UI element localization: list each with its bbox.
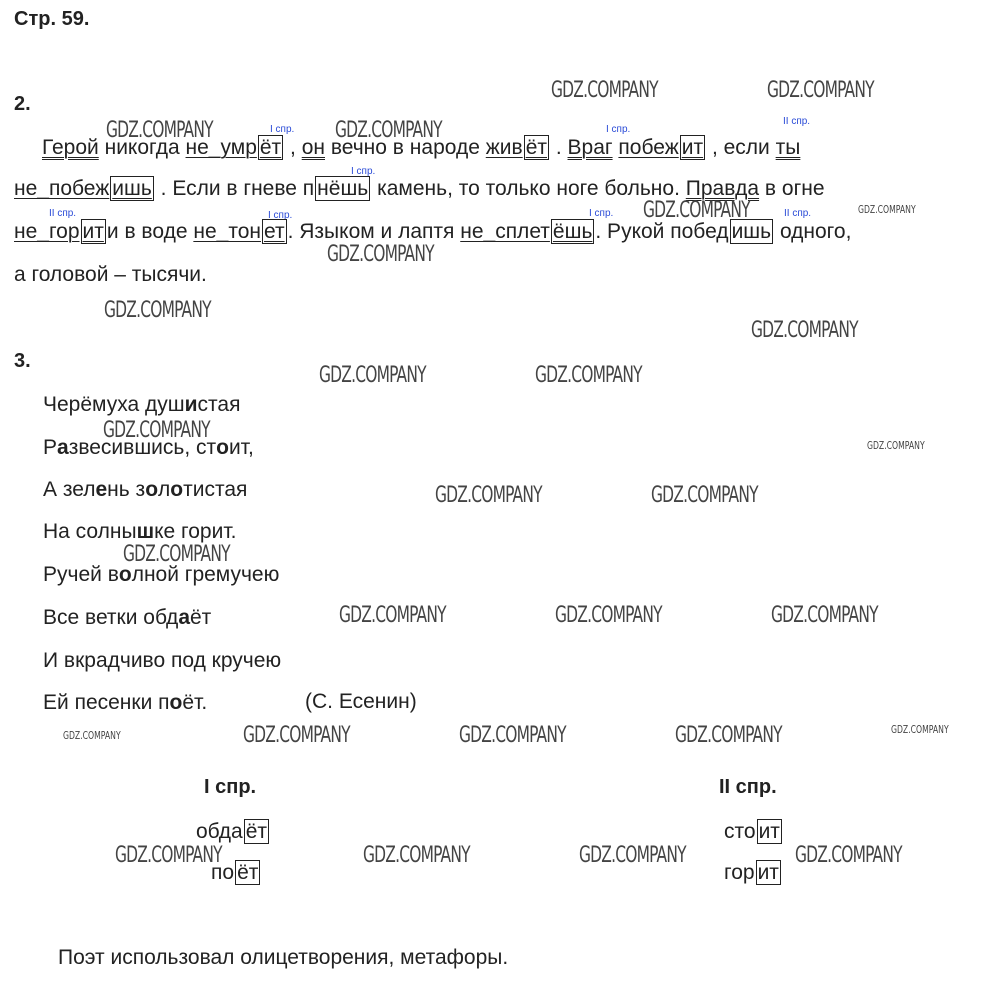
watermark: GDZ.COMPANY	[435, 483, 542, 508]
watermark: GDZ.COMPANY	[651, 483, 758, 508]
ending-box: ёт	[245, 820, 268, 843]
page-title: Стр. 59.	[14, 8, 90, 30]
conj-label: I спр.	[589, 208, 614, 219]
conj-label: I спр.	[351, 166, 376, 177]
watermark: GDZ.COMPANY	[123, 542, 230, 567]
conj-label: II спр.	[784, 208, 812, 219]
subject-word: Герой	[42, 136, 99, 159]
watermark: GDZ.COMPANY	[579, 843, 686, 868]
predicate-word: не_умр ёт	[185, 136, 282, 159]
subject-word: он	[301, 136, 325, 159]
task2-line-3	[14, 221, 851, 242]
poem-line: И вкрадчиво под кручею	[43, 649, 282, 672]
poem-line: Развесившись, стоит,	[43, 436, 254, 459]
col-ii-header: II спр.	[719, 776, 777, 798]
text: камень, то только ноге больно.	[377, 177, 680, 200]
poem-line: А зелень золотистая	[43, 478, 248, 501]
text: и в воде	[106, 220, 188, 243]
watermark: GDZ.COMPANY	[363, 843, 470, 868]
text: никогда	[104, 136, 180, 159]
task-3-number: 3.	[14, 350, 31, 372]
watermark: GDZ.COMPANY	[555, 603, 662, 628]
col-i-word-1: обда ёт	[196, 820, 268, 843]
ending-box: ишь	[112, 177, 152, 200]
watermark: GDZ.COMPANY	[243, 723, 350, 748]
poem-line: Черёмуха душистая	[43, 393, 241, 416]
col-i-word-2: по ёт	[211, 861, 259, 884]
watermark: GDZ.COMPANY	[751, 318, 858, 343]
task-2-number: 2.	[14, 93, 31, 115]
watermark: GDZ.COMPANY	[115, 843, 222, 868]
predicate-word: не_гор ит	[14, 220, 104, 243]
poem-line: На солнышке горит.	[43, 520, 237, 543]
watermark: GDZ.COMPANY	[104, 298, 211, 323]
col-ii-word-2: гор ит	[724, 861, 779, 884]
subject-word: Правда	[685, 177, 760, 200]
poem-line: Все ветки обдаёт	[43, 606, 212, 629]
watermark: GDZ.COMPANY	[891, 723, 949, 736]
text: , если	[711, 136, 770, 159]
subject-word: ты	[775, 136, 801, 159]
text: . Если в гневе п	[160, 177, 315, 200]
watermark: GDZ.COMPANY	[675, 723, 782, 748]
watermark: GDZ.COMPANY	[643, 198, 750, 223]
subject-word: Враг	[567, 136, 613, 159]
watermark: GDZ.COMPANY	[795, 843, 902, 868]
task2-line-2	[14, 178, 825, 199]
text: ,	[290, 136, 296, 159]
text: одного,	[779, 220, 852, 243]
text: в огне	[764, 177, 825, 200]
predicate-word: побеж ит	[618, 136, 704, 159]
poem-author: (С. Есенин)	[305, 690, 417, 713]
text: .	[555, 136, 562, 159]
predicate-word: не_тон ет	[193, 220, 285, 243]
conj-label: I спр.	[268, 210, 293, 221]
watermark: GDZ.COMPANY	[551, 78, 658, 103]
task2-line-4: а головой – тысячи.	[14, 263, 207, 286]
conj-label: I спр.	[606, 124, 631, 135]
ending-box: ит	[758, 820, 780, 843]
ending-box: ёт	[525, 136, 547, 159]
ending-box: ёт	[259, 136, 282, 159]
ending-box: ёшь	[552, 220, 593, 243]
predicate-word: не_сплет ёшь	[460, 220, 593, 243]
watermark: GDZ.COMPANY	[771, 603, 878, 628]
text: вечно в народе	[330, 136, 480, 159]
ending-box: ет	[263, 220, 285, 243]
predicate-word: не_побеж ишь	[14, 177, 152, 200]
watermark: GDZ.COMPANY	[858, 203, 916, 216]
ending-box: нёшь	[317, 177, 369, 200]
predicate-word: жив ёт	[485, 136, 547, 159]
ending-box: ит	[82, 220, 104, 243]
conj-label: I спр.	[270, 124, 295, 135]
watermark: GDZ.COMPANY	[319, 363, 426, 388]
watermark: GDZ.COMPANY	[459, 723, 566, 748]
watermark: GDZ.COMPANY	[106, 118, 213, 143]
text: . Языком и лаптя	[287, 220, 455, 243]
watermark: GDZ.COMPANY	[867, 439, 925, 452]
watermark: GDZ.COMPANY	[63, 729, 121, 742]
watermark: GDZ.COMPANY	[103, 418, 210, 443]
conclusion: Поэт использовал олицетворения, метафоры.	[58, 946, 509, 969]
watermark: GDZ.COMPANY	[335, 118, 442, 143]
ending-box: ит	[757, 861, 779, 884]
watermark: GDZ.COMPANY	[767, 78, 874, 103]
text: . Рукой побед	[595, 220, 729, 243]
col-i-header: I спр.	[204, 776, 257, 798]
ending-box: ишь	[731, 220, 772, 243]
conj-label: II спр.	[49, 208, 77, 219]
conj-label: II спр.	[783, 116, 811, 127]
col-ii-word-1: сто ит	[724, 820, 780, 843]
watermark: GDZ.COMPANY	[339, 603, 446, 628]
poem-line: Ручей волной гремучею	[43, 563, 280, 586]
poem-line: Ей песенки поёт.	[43, 691, 208, 714]
ending-box: ит	[681, 136, 704, 159]
ending-box: ёт	[237, 861, 259, 884]
watermark: GDZ.COMPANY	[535, 363, 642, 388]
watermark: GDZ.COMPANY	[327, 242, 434, 267]
